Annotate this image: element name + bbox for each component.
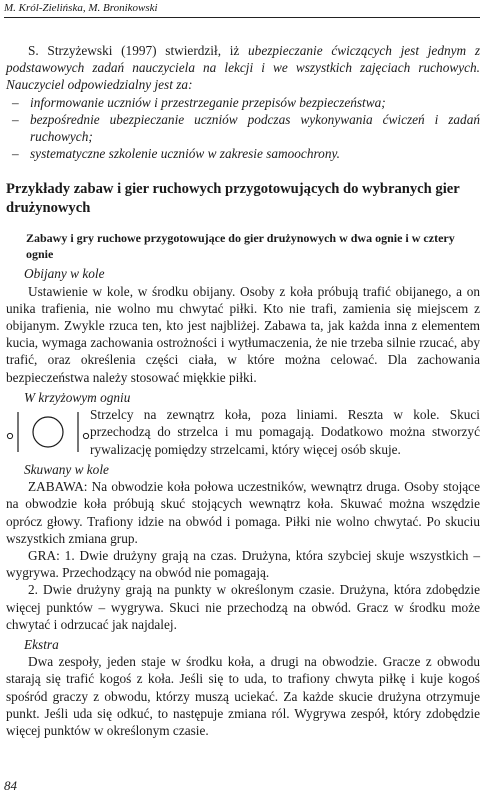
formation-diagram — [6, 406, 90, 458]
game-text-krzyzowy: Strzelcy na zewnątrz koła, poza liniami. Reszta w kole. Skuci przechodzą do strzelca i mu pomagają. Dodatkowo można stworzyć rywalizację pomiędzy strzelcami, który więcej osób skuje. — [90, 407, 480, 457]
intro-text-emphasis: ubezpieczanie ćwiczących jest jednym z podstawowych zadań nauczyciela na lekcji i we wszystkich zajęciach ruchowych. Nauczyciel odpowiedzialny jest za: — [6, 43, 481, 93]
game-text-obijany: Ustawienie w kole, w środku obijany. Osoby z koła próbują trafić obijanego, a on unika trafienia, nie wolno mu chwytać piłki. Kto nie trafi, zamienia się miejscem z obijanym. Zwykle rzuca ten, kto jest najbliżej. Zabawa ta, jak każda inna z elementem kucia, wymaga zachowania ostrożności i wytłumaczenia, że nie trzeba silnie rzucać, aby trafić, oraz określenia części ciała, w które można celować. Dla zachowania bezpieczeństwa należy stosować miękkie piłki. — [6, 283, 480, 385]
section-heading: Przykłady zabaw i gier ruchowych przygotowujących do wybranych gier drużynowych — [6, 181, 460, 217]
circle-formation-icon — [6, 406, 90, 458]
page-number: 84 — [4, 778, 17, 793]
responsibilities-list — [6, 94, 480, 163]
subsection-heading: Zabawy i gry ruchowe przygotowujące do gier drużynowych w dwa ognie i w cztery ognie — [26, 231, 455, 262]
game-text-skuwany-zabawa: ZABAWA: Na obwodzie koła połowa uczestników, wewnątrz druga. Osoby stojące na obwodzie koła próbują skuć stojących wewnątrz koła. Skuwać można wszędzie oprócz głowy. Trafiony idzie na obwód i pomaga. Piłki nie wolno chwytać. Po skuciu wszystkich zmiana grup. — [6, 479, 480, 546]
game-title-obijany: Obijany w kole — [24, 266, 105, 282]
game-text-ekstra: Dwa zespoły, jeden staje w środku koła, a drugi na obwodzie. Gracze z obwodu starają się trafić kogoś z koła. Jeśli się to uda, to trafiony chwyta piłkę i kuje kogoś spośród graczy z obwodu, którzy muszą uciekać. Za każde skucie drużyna otrzymuje punkt. Jeśli uda się odkuć, to następuje zmiana ról. Wygrywa zespół, który zdobędzie więcej punktów w określonym czasie. — [6, 654, 480, 739]
running-head — [4, 2, 480, 18]
game-title-ekstra: Ekstra — [24, 637, 59, 653]
game-text-skuwany-gra-2: 2. Dwie drużyny grają na punkty w określonym czasie. Drużyna, która zdobędzie więcej punktów – wygrywa. Skuci nie przechodzą na obwód. Gracz w środku może chwytać i odrzucać jak najdalej. — [6, 582, 480, 632]
intro-paragraph — [6, 42, 480, 94]
running-head-authors: M. Król-Zielińska, M. Bronikowski — [4, 2, 158, 14]
game-text-skuwany-gra-1: GRA: 1. Dwie drużyny grają na czas. Drużyna, która szybciej skuje wszystkich – wygrywa. Przechodzący na obwód nie pomagają. — [6, 548, 480, 581]
list-item: – bezpośrednie ubezpieczanie uczniów podczas wykonywania ćwiczeń i zadań ruchowych; — [6, 111, 480, 145]
list-item: – systematyczne szkolenie uczniów w zakresie samoochrony. — [6, 145, 480, 162]
game-block-krzyzowy — [6, 406, 480, 458]
intro-text: S. Strzyżewski (1997) stwierdził, iż — [28, 43, 249, 58]
list-item: – informowanie uczniów i przestrzeganie przepisów bezpieczeństwa; — [6, 94, 480, 111]
game-title-skuwany: Skuwany w kole — [24, 462, 109, 478]
game-title-krzyzowy: W krzyżowym ogniu — [24, 389, 131, 405]
page-content — [6, 42, 480, 739]
